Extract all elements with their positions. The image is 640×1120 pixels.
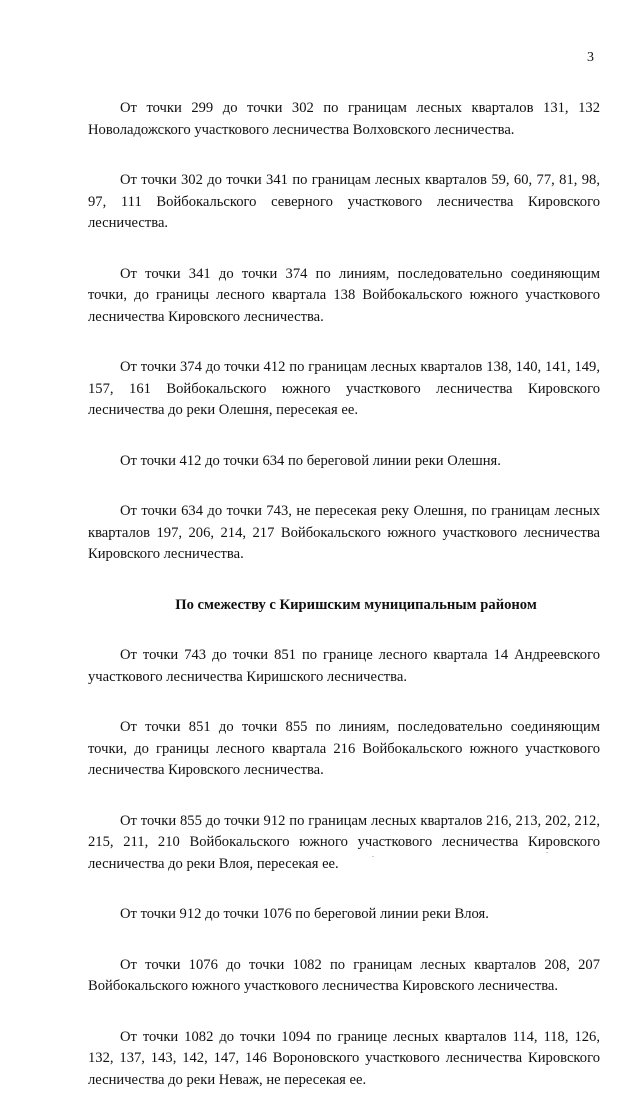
paragraph: От точки 912 до точки 1076 по береговой линии реки Влоя. — [120, 906, 489, 922]
scan-speck — [546, 852, 548, 853]
section-heading: По смежеству с Киришским муниципальным районом — [175, 596, 537, 613]
document-body — [88, 98, 600, 1120]
paragraph: От точки 1082 до точки 1094 по границе лесных кварталов 114, 118, 126, 132, 137, 143, 142, 147, 146 Вороновского участкового лесничества Кировского лесничества до реки Неваж, не пересекая ее. — [88, 1028, 600, 1088]
paragraph: От точки 302 до точки 341 по границам лесных кварталов 59, 60, 77, 81, 98, 97, 111 Войбокальского северного участкового лесничества Кировского лесничества. — [88, 172, 600, 231]
scan-speck — [372, 856, 374, 857]
paragraph: От точки 374 до точки 412 по границам лесных кварталов 138, 140, 141, 149, 157, 161 Войбокальского южного участкового лесничества Кировского лесничества до реки Олешня, пересекая ее. — [88, 359, 600, 418]
page-number: 3 — [587, 50, 594, 65]
paragraph: От точки 851 до точки 855 по линиям, последовательно соединяющим точки, до границы лесного квартала 216 Войбокальского южного участкового лесничества Кировского лесничества. — [88, 719, 600, 778]
paragraph: От точки 634 до точки 743, не пересекая реку Олешня, по границам лесных кварталов 197, 206, 214, 217 Войбокальского южного участкового лесничества Кировского лесничества. — [88, 503, 600, 562]
paragraph: От точки 743 до точки 851 по границе лесного квартала 14 Андреевского участкового лесничества Киришского лесничества. — [88, 647, 600, 685]
paragraph: От точки 299 до точки 302 по границам лесных кварталов 131, 132 Новоладожского участкового лесничества Волховского лесничества. — [88, 100, 600, 138]
paragraph: От точки 855 до точки 912 по границам лесных кварталов 216, 213, 202, 212, 215, 211, 210 Войбокальского южного участкового лесничества Кировского лесничества до реки Влоя, пересекая ее. — [88, 812, 600, 872]
paragraph: От точки 412 до точки 634 по береговой линии реки Олешня. — [120, 452, 501, 469]
paragraph: От точки 1076 до точки 1082 по границам лесных кварталов 208, 207 Войбокальского южного участкового лесничества Кировского лесничества. — [88, 956, 600, 994]
paragraph: От точки 341 до точки 374 по линиям, последовательно соединяющим точки, до границы лесного квартала 138 Войбокальского южного участкового лесничества Кировского лесничества. — [88, 265, 600, 325]
